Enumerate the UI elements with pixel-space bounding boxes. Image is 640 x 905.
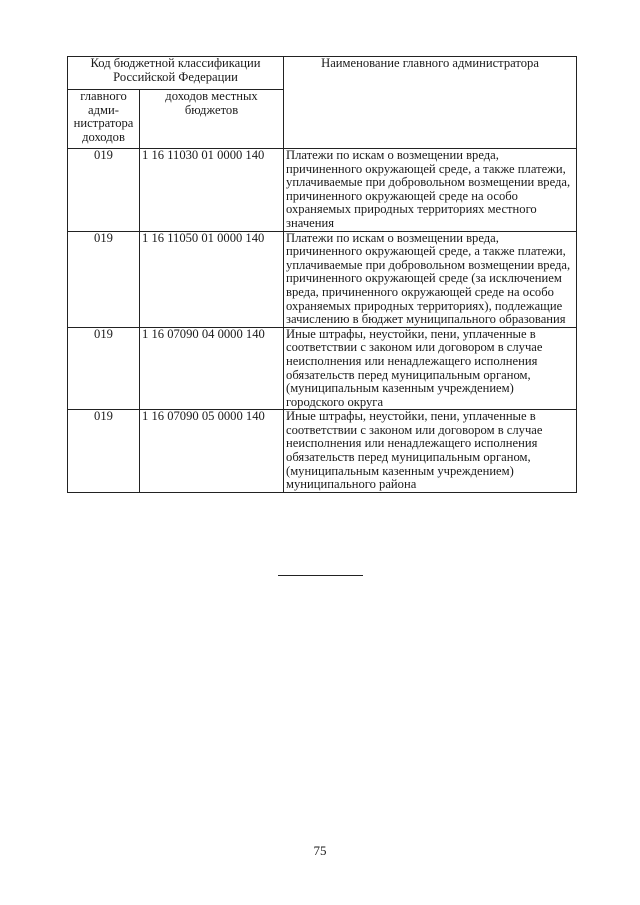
table-row (68, 410, 577, 493)
page-number: 75 (313, 843, 327, 858)
admin-code-cell: 019 (68, 149, 140, 232)
end-of-table-divider (278, 575, 363, 576)
admin-code-cell: 019 (68, 410, 140, 493)
table-row (68, 149, 577, 232)
revenue-code-cell: 1 16 07090 04 0000 140 (140, 327, 284, 410)
table-row (68, 327, 577, 410)
header-local-budget-revenue: доходов местных бюджетов (140, 90, 284, 149)
admin-code-cell: 019 (68, 231, 140, 327)
revenue-code-cell: 1 16 07090 05 0000 140 (140, 410, 284, 493)
revenue-code-cell: 1 16 11030 01 0000 140 (140, 149, 284, 232)
description-cell: Иные штрафы, неустойки, пени, уплаченные в соответствии с законом или договором в случае неисполнения или ненадлежащего исполнения обязательств перед муниципальным органом, (муниципальным казенным учреждением) муниципального района (284, 410, 577, 493)
description-cell: Платежи по искам о возмещении вреда, причиненного окружающей среде, а также платежи, уплачиваемые при добровольном возмещении вреда, причиненного окружающей среде (за исключением вреда, причиненного окружающей среде на особо охраняемых природных территориях), подлежащие зачислению в бюджет муниципального образования (284, 231, 577, 327)
description-cell: Иные штрафы, неустойки, пени, уплаченные в соответствии с законом или договором в случае неисполнения или ненадлежащего исполнения обязательств перед муниципальным органом, (муниципальным казенным учреждением) городского округа (284, 327, 577, 410)
header-administrator-name: Наименование главного администратора (284, 57, 577, 149)
header-classification-code: Код бюджетной классификации Российской Федерации (68, 57, 284, 90)
description-cell: Платежи по искам о возмещении вреда, причиненного окружающей среде, а также платежи, уплачиваемые при добровольном возмещении вреда, причиненного окружающей среде на особо охраняемых природных территориях местного значения (284, 149, 577, 232)
table-header (68, 57, 577, 149)
table-row (68, 231, 577, 327)
budget-classification-table (67, 56, 577, 493)
header-main-administrator: главного адми-нистратора доходов (68, 90, 140, 149)
admin-code-cell: 019 (68, 327, 140, 410)
revenue-code-cell: 1 16 11050 01 0000 140 (140, 231, 284, 327)
